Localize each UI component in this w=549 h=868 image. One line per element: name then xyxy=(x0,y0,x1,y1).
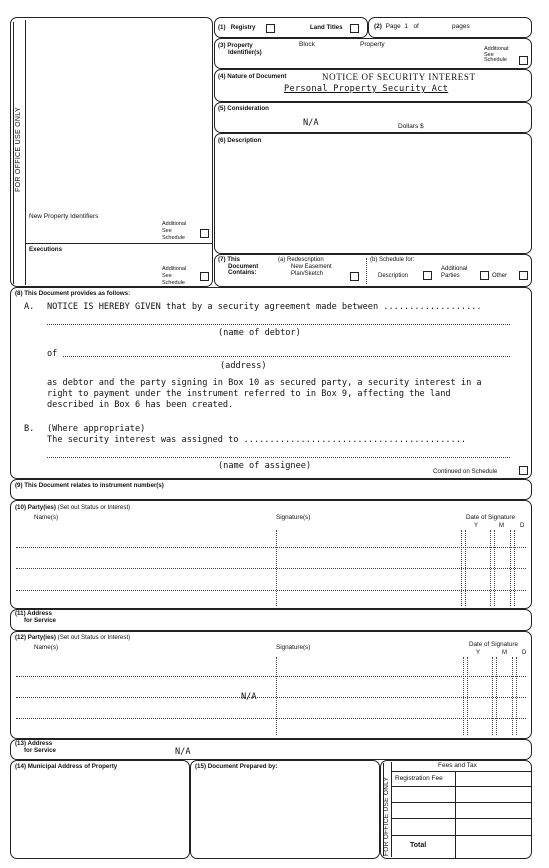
party-10-row[interactable] xyxy=(16,547,526,548)
of-prefix: of xyxy=(47,349,58,359)
schedule-description-label: Description xyxy=(378,273,409,279)
nature-line1: NOTICE OF SECURITY INTEREST xyxy=(322,72,476,82)
provision-b-where: (Where appropriate) xyxy=(47,424,146,434)
land-titles-checkbox[interactable] xyxy=(350,24,359,33)
assignee-line xyxy=(47,457,510,458)
names-12-header: Name(s) xyxy=(34,644,59,651)
prepared-by-label: (15) Document Prepared by: xyxy=(195,763,278,770)
land-titles-label: Land Titles xyxy=(310,24,343,31)
executions-schedule-checkbox[interactable] xyxy=(200,272,209,281)
parties-12-label: (12) Party(ies) (Set out Status or Interest) xyxy=(15,634,131,641)
other-label: Other xyxy=(492,273,508,279)
box6-description xyxy=(214,133,532,254)
page-number: 1 xyxy=(404,23,409,30)
party-12-row[interactable] xyxy=(16,697,526,698)
redescription-checkbox[interactable] xyxy=(350,272,359,281)
nature-line2: Personal Property Security Act xyxy=(284,84,449,94)
description-label: (6) Description xyxy=(218,137,262,144)
box14-municipal-address xyxy=(10,760,190,859)
instrument-numbers-label: (9) This Document relates to instrument number(s) xyxy=(15,482,164,489)
address-service-11-label: (11) Address for Service xyxy=(15,610,56,624)
additional-parties-label: Additional Parties xyxy=(441,266,468,279)
office-use-label: FOR OFFICE USE ONLY xyxy=(15,107,22,192)
dollars-label: Dollars $ xyxy=(398,123,424,130)
provision-a-prefix: A. xyxy=(24,302,35,312)
document-contains-label: (7) This Document Contains: xyxy=(218,256,259,276)
provision-para: as debtor and the party signing in Box 10 as secured party, a security interest in a right to payment under the instrument referred to in Box 9, affecting the land described in Box 6 has been created. xyxy=(47,378,482,410)
box15-prepared-by xyxy=(190,760,380,859)
address-service-13-value: N/A xyxy=(175,747,191,757)
new-property-identifiers-label: New Property Identifiers xyxy=(29,213,99,220)
office-use-stripe xyxy=(13,22,14,284)
registration-fee-label: Registration Fee xyxy=(395,775,443,782)
box3-schedule-checkbox[interactable] xyxy=(519,56,528,65)
other-checkbox[interactable] xyxy=(519,271,528,280)
additional-see-schedule-label: Additional See Schedule xyxy=(162,221,187,241)
address-label: (address) xyxy=(220,361,267,371)
party-10-row[interactable] xyxy=(16,590,526,591)
signatures-12-header: Signature(s) xyxy=(276,644,311,651)
fees-office-use-label: FOR OFFICE USE ONLY xyxy=(383,776,390,856)
registry-label: Registry xyxy=(230,24,256,31)
address-service-13-label: (13) Address for Service xyxy=(15,740,56,754)
provisions-label: (8) This Document provides as follows: xyxy=(15,290,131,297)
fees-and-tax-title: Fees and Tax xyxy=(438,762,477,769)
registry-checkbox[interactable] xyxy=(266,24,275,33)
provision-a-text: NOTICE IS HEREBY GIVEN that by a security agreement made between ................... xyxy=(47,302,482,312)
property-identifiers-label: (3) Property Identifier(s) xyxy=(218,42,262,56)
names-10-header: Name(s) xyxy=(34,514,59,521)
party-12-row[interactable] xyxy=(16,676,526,677)
continued-schedule-checkbox[interactable] xyxy=(519,466,528,475)
block-label: Block xyxy=(299,41,315,48)
continued-on-schedule-label: Continued on Schedule xyxy=(433,468,498,475)
pages-label: pages xyxy=(452,23,470,30)
executions-label: Executions xyxy=(29,246,63,253)
box12-parties xyxy=(10,631,532,739)
schedule-description-checkbox[interactable] xyxy=(423,271,432,280)
signatures-10-header: Signature(s) xyxy=(276,514,311,521)
municipal-address-label: (14) Municipal Address of Property xyxy=(15,763,118,770)
total-label: Total xyxy=(410,842,427,849)
box10-parties xyxy=(10,500,532,609)
date-10-header: Date of Signature xyxy=(466,514,516,521)
box11-address-for-service xyxy=(10,609,532,631)
consideration-value: N/A xyxy=(303,118,319,128)
nature-of-document-label: (4) Nature of Document xyxy=(218,73,287,80)
address-line xyxy=(63,356,510,357)
consideration-label: (5) Consideration xyxy=(218,105,269,112)
redescription-label: (a) Redescription New Easement Plan/Sketch xyxy=(278,257,332,277)
name-of-assignee-label: (name of assignee) xyxy=(218,461,312,471)
property-label: Property xyxy=(360,41,385,48)
party-10-row[interactable] xyxy=(16,568,526,569)
box3-additional-label: Additional: See Schedule xyxy=(484,46,510,63)
name-of-debtor-label: (name of debtor) xyxy=(218,328,301,338)
date-12-header: Date of Signature xyxy=(469,641,519,648)
new-property-schedule-checkbox[interactable] xyxy=(200,229,209,238)
parties-10-label: (10) Party(ies) (Set out Status or Interest) xyxy=(15,504,131,511)
debtor-line xyxy=(47,324,510,325)
additional-parties-checkbox[interactable] xyxy=(480,271,489,280)
provision-b-text: The security interest was assigned to ........................................... xyxy=(47,435,467,445)
schedule-for-label: (b) Schedule for: xyxy=(370,257,415,263)
parties-12-na: N/A xyxy=(241,692,257,702)
box13-address-for-service xyxy=(10,739,532,760)
executions-additional-label: Additional See Schedule xyxy=(162,266,187,286)
provision-b-prefix: B. xyxy=(24,424,35,434)
party-12-row[interactable] xyxy=(16,718,526,719)
